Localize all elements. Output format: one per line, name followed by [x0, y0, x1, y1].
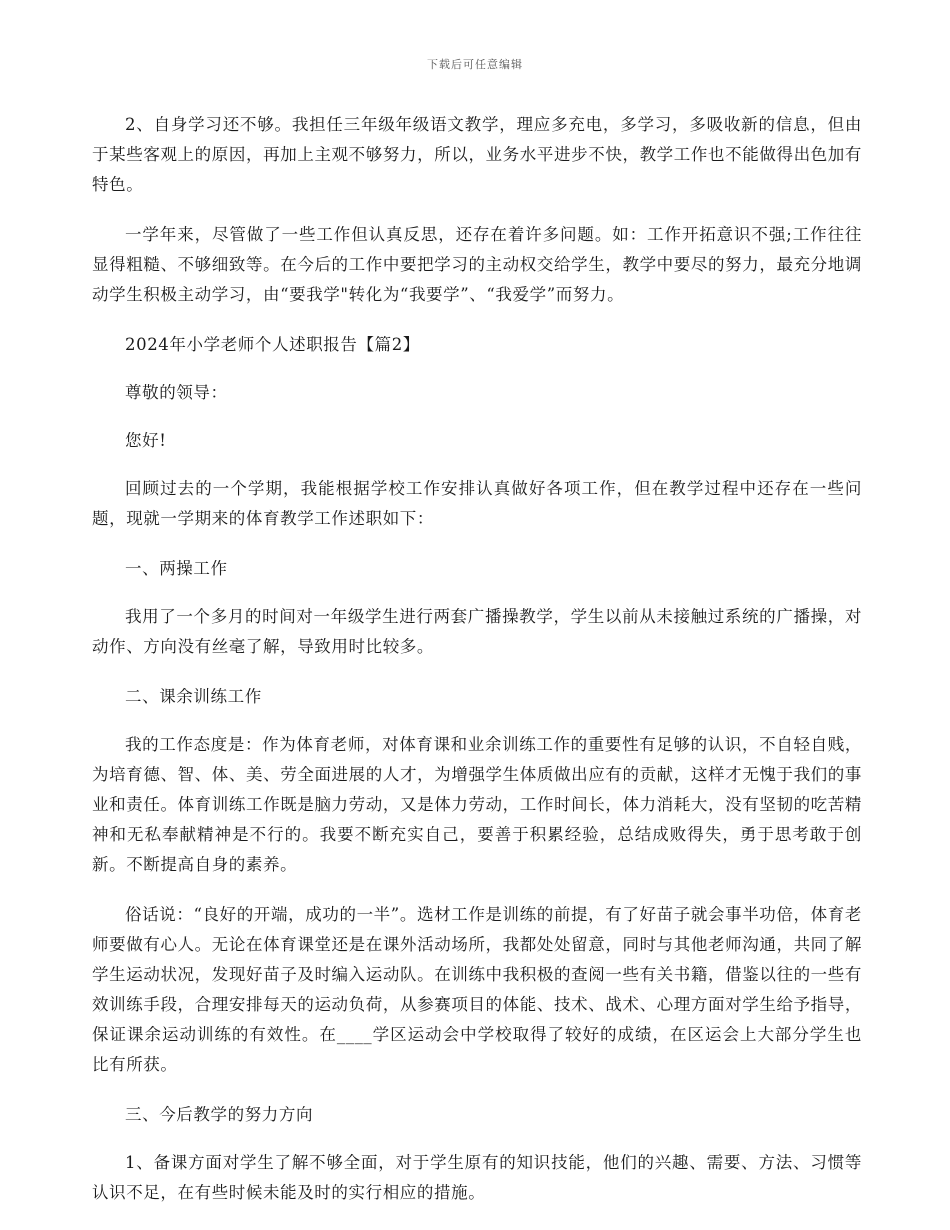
section-heading-exercises: 一、两操工作 [125, 559, 228, 578]
paragraph-intro: 回顾过去的一个学期，我能根据学校工作安排认真做好各项工作，但在教学过程中还存在一些问题，现就一学期来的体育教学工作述职如下： [92, 479, 862, 528]
paragraph-reflection: 一学年来，尽管做了一些工作但认真反思，还存在着许多问题。如：工作开拓意识不强;工作往往显得粗糙、不够细致等。在今后的工作中要把学习的主动权交给学生，教学中要尽的努力，最充分地调动学生积极主动学习，由“要我学"转化为“我要学”、“我爱学”而努力。 [92, 225, 862, 304]
paragraph-work-attitude: 我的工作态度是：作为体育老师，对体育课和业余训练工作的重要性有足够的认识，不自轻自贱，为培育德、智、体、美、劳全面进展的人才，为增强学生体质做出应有的贡献，这样才无愧于我们的事业和责任。体育训练工作既是脑力劳动，又是体力劳动，工作时间长，体力消耗大，没有坚韧的吃苦精神和无私奉献精神是不行的。我要不断充实自己，要善于积累经验，总结成败得失，勇于思考敢于创新。不断提高自身的素养。 [92, 735, 862, 874]
paragraph-lesson-prep: 1、备课方面对学生了解不够全面，对于学生原有的知识技能，他们的兴趣、需要、方法、习惯等认识不足，在有些时候未能及时的实行相应的措施。 [92, 1153, 862, 1202]
salutation: 尊敬的领导： [125, 383, 228, 402]
paragraph-selection: 俗话说：“良好的开端，成功的一半”。选材工作是训练的前提，有了好苗子就会事半功倍，体育老师要做有心人。无论在体育课堂还是在课外活动场所，我都处处留意，同时与其他老师沟通，共同了解学生运动状况，发现好苗子及时编入运动队。在训练中我积极的查阅一些有关书籍，借鉴以往的一些有效训练手段，合理安排每天的运动负荷，从参赛项目的体能、技术、战术、心理方面对学生给予指导，保证课余运动训练的有效性。在____学区运动会中学校取得了较好的成绩，在区运会上大部分学生也比有所获。 [92, 905, 862, 1074]
greeting: 您好! [125, 431, 167, 450]
header-note: 下载后可任意编辑 [427, 58, 523, 71]
document-body [92, 110, 862, 1228]
paragraph-exercises: 我用了一个多月的时间对一年级学生进行两套广播操教学，学生以前从未接触过系统的广播操，对动作、方向没有丝毫了解，导致用时比较多。 [92, 607, 862, 656]
section-heading-direction: 三、今后教学的努力方向 [125, 1105, 314, 1124]
paragraph-self-study: 2、自身学习还不够。我担任三年级年级语文教学，理应多充电，多学习，多吸收新的信息，但由于某些客观上的原因，再加上主观不够努力，所以，业务水平进步不快，教学工作也不能做得出色加有特色。 [92, 115, 862, 194]
section-heading-training: 二、课余训练工作 [125, 687, 262, 706]
report-title: 2024年小学老师个人述职报告【篇2】 [125, 335, 420, 354]
